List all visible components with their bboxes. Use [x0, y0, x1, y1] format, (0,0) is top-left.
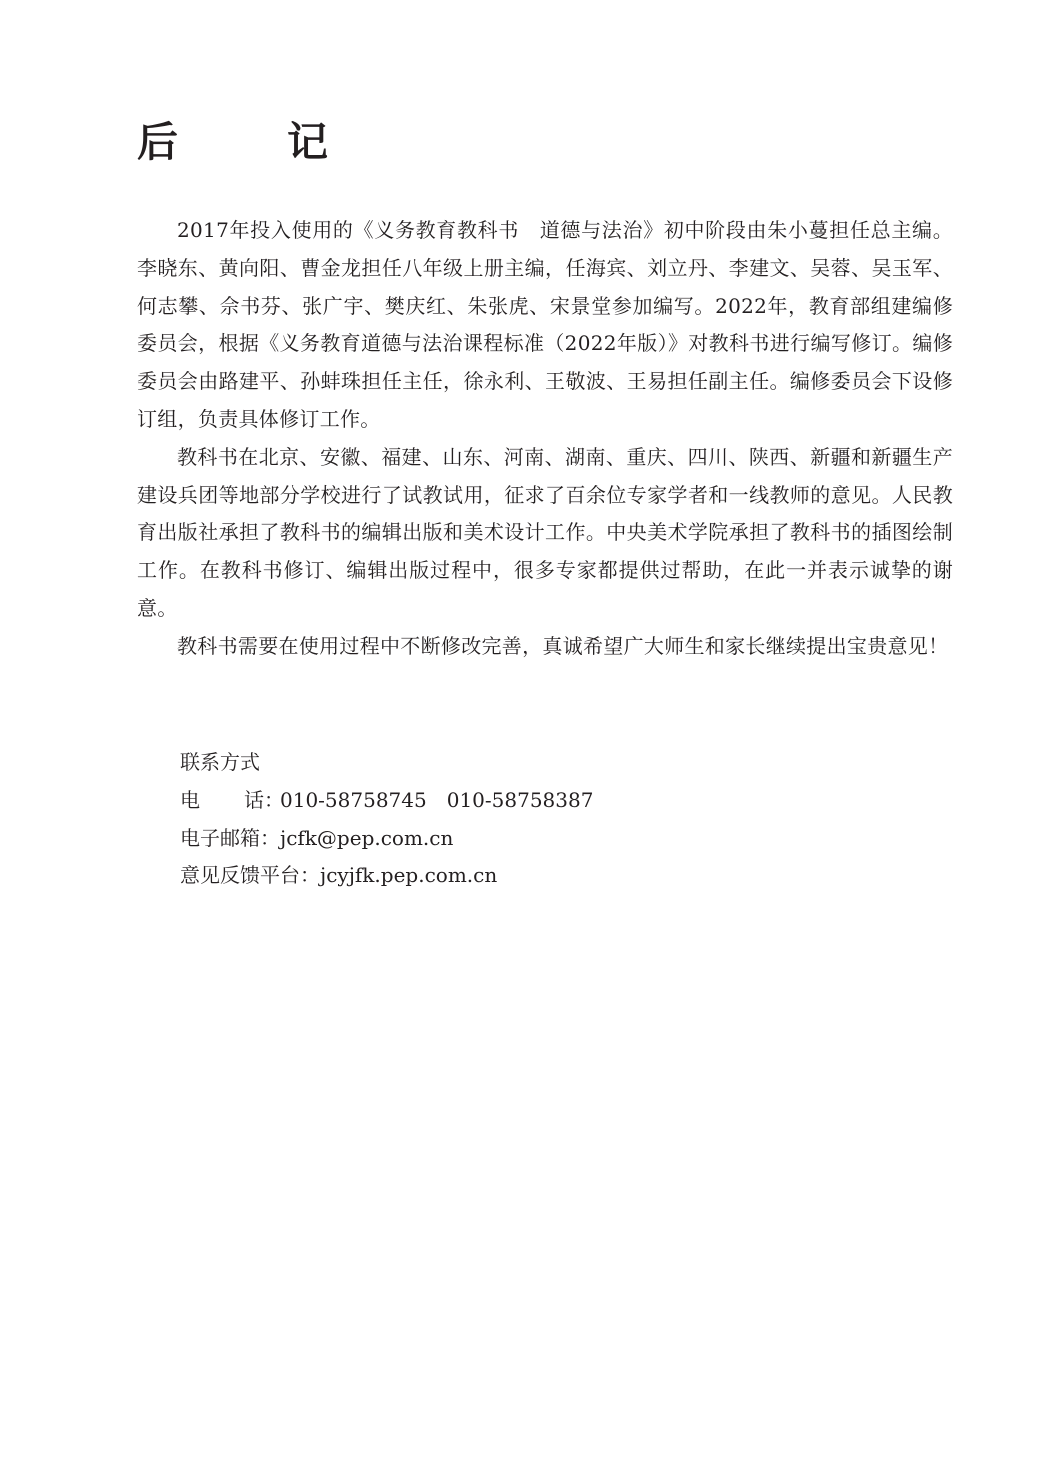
- phone-value: 010-58758745 010-58758387: [280, 787, 594, 812]
- paragraph-1: 2017年投入使用的《义务教育教科书 道德与法治》初中阶段由朱小蔓担任总主编。李晓东、黄向阳、曹金龙担任八年级上册主编，任海宾、刘立丹、李建文、吴蓉、吴玉军、何志攀、佘书芬、张广宇、樊庆红、朱张虎、宋景堂参加编写。2022年，教育部组建编修委员会，根据《义务教育道德与法治课程标准（2022年版）》对教科书进行编写修订。编修委员会由路建平、孙蚌珠担任主任，徐永利、王敬波、王易担任副主任。编修委员会下设修订组，负责具体修订工作。: [137, 218, 953, 431]
- paragraph-2: 教科书在北京、安徽、福建、山东、河南、湖南、重庆、四川、陕西、新疆和新疆生产建设兵团等地部分学校进行了试教试用，征求了百余位专家学者和一线教师的意见。人民教育出版社承担了教科书的编辑出版和美术设计工作。中央美术学院承担了教科书的插图绘制工作。在教科书修订、编辑出版过程中，很多专家都提供过帮助，在此一并表示诚挚的谢意。: [137, 444, 953, 620]
- afterword-body: [137, 212, 953, 666]
- paragraph-3: 教科书需要在使用过程中不断修改完善，真诚希望广大师生和家长继续提出宝贵意见！: [177, 633, 949, 658]
- email-value[interactable]: jcfk@pep.com.cn: [280, 825, 454, 850]
- email-label: 电子邮箱：: [180, 825, 280, 850]
- phone-label-char-2: 话: [244, 787, 264, 812]
- phone-colon: ：: [264, 787, 284, 812]
- feedback-line: [180, 857, 880, 895]
- email-line: [180, 820, 880, 858]
- feedback-label: 意见反馈平台：: [180, 863, 320, 888]
- contact-heading: 联系方式: [180, 750, 260, 774]
- phone-line: [180, 782, 880, 820]
- page-title: 后 记: [137, 118, 362, 166]
- phone-label-char-1: 电: [180, 787, 200, 812]
- feedback-url[interactable]: jcyjfk.pep.com.cn: [320, 863, 498, 888]
- contact-info: [180, 744, 880, 895]
- phone-label: [180, 782, 284, 820]
